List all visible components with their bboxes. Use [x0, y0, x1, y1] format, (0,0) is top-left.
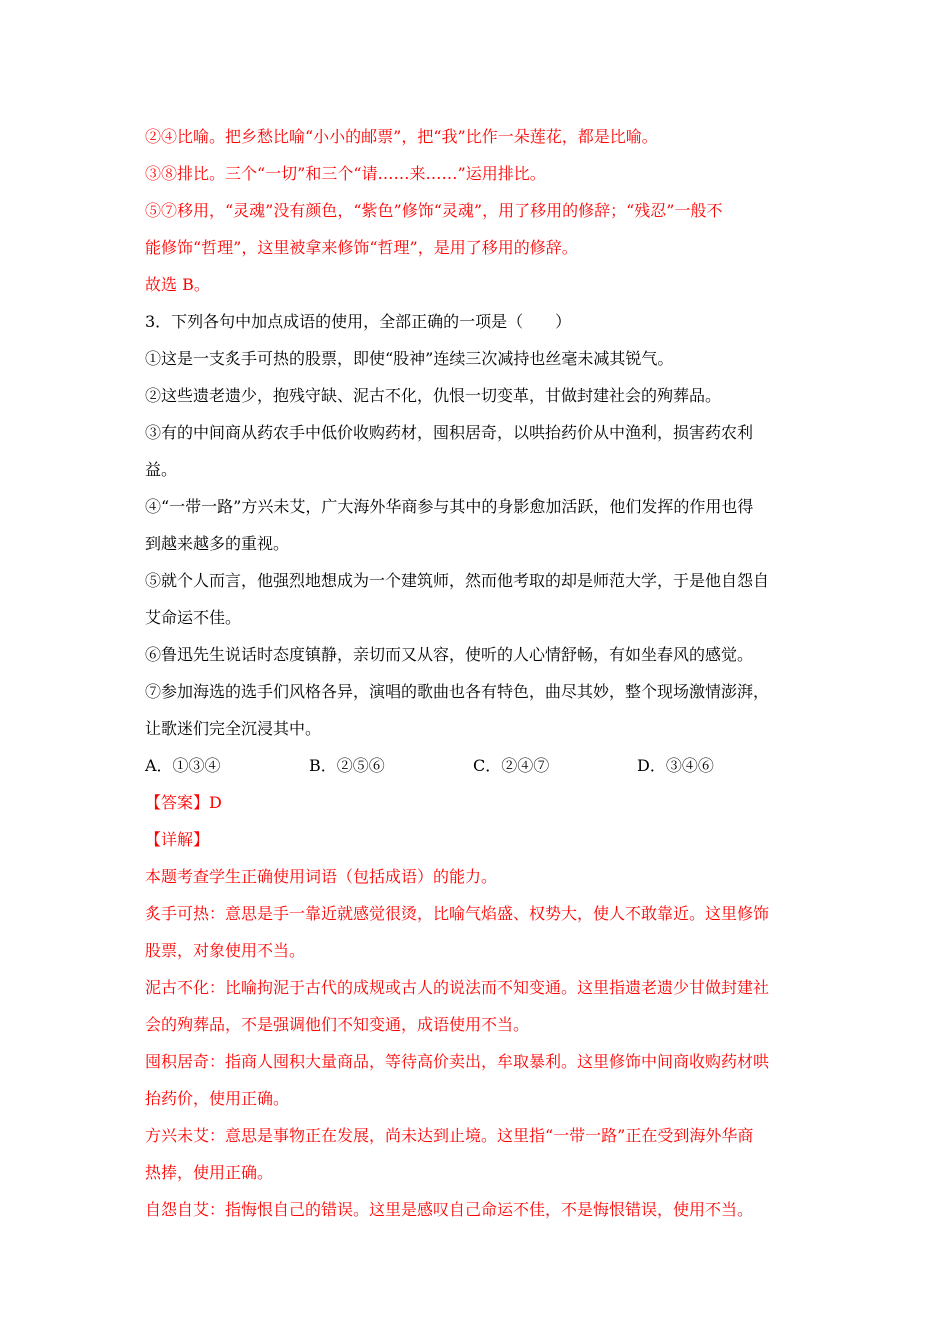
explanation-line: ②④比喻。把乡愁比喻“小小的邮票”，把“我”比作一朵莲花，都是比喻。: [145, 127, 658, 146]
detail-line: 泥古不化：比喻拘泥于古代的成规或古人的说法而不知变通。这里指遗老遗少甘做封建社: [145, 978, 770, 997]
answer-value: D: [209, 793, 222, 812]
explanation-line: 能修饰“哲理”，这里被拿来修饰“哲理”，是用了移用的修辞。: [145, 238, 578, 257]
explanation-line: ⑤⑦移用，“灵魂”没有颜色，“紫色”修饰“灵魂”，用了移用的修辞；“残忍”一般不: [145, 201, 723, 220]
detail-line: 自怨自艾：指悔恨自己的错误。这里是感叹自己命运不佳，不是悔恨错误，使用不当。: [145, 1200, 754, 1219]
option-c: C．②④⑦: [473, 756, 550, 775]
question-sentence: ③有的中间商从药农手中低价收购药材，囤积居奇，以哄抬药价从中渔利，损害药农利: [145, 423, 754, 442]
detail-line: 本题考查学生正确使用词语（包括成语）的能力。: [145, 867, 498, 886]
question-sentence: ④“一带一路”方兴未艾，广大海外华商参与其中的身影愈加活跃，他们发挥的作用也得: [145, 497, 754, 516]
answer-line: [145, 784, 813, 821]
option-b: B．②⑤⑥: [309, 756, 385, 775]
detail-tag: 【详解】: [145, 830, 210, 849]
detail-explanation: [145, 858, 813, 1228]
document-body: [145, 118, 813, 1228]
question-sentence: ⑦参加海选的选手们风格各异，演唱的歌曲也各有特色，曲尽其妙，整个现场激情澎湃，: [145, 682, 770, 701]
question-sentence: 到越来越多的重视。: [145, 534, 290, 553]
detail-line: 会的殉葬品，不是强调他们不知变通，成语使用不当。: [145, 1015, 530, 1034]
detail-line: 炙手可热：意思是手一靠近就感觉很烫，比喻气焰盛、权势大，使人不敢靠近。这里修饰: [145, 904, 770, 923]
detail-line: 热捧，使用正确。: [145, 1163, 274, 1182]
answer-tag: 【答案】: [145, 793, 210, 812]
question-sentence: 益。: [145, 460, 178, 479]
explanation-line: ③⑧排比。三个“一切”和三个“请……来……”运用排比。: [145, 164, 546, 183]
question-sentence: ⑤就个人而言，他强烈地想成为一个建筑师，然而他考取的却是师范大学，于是他自怨自: [145, 571, 770, 590]
detail-line: 囤积居奇：指商人囤积大量商品，等待高价卖出，牟取暴利。这里修饰中间商收购药材哄: [145, 1052, 770, 1071]
detail-line: 抬药价，使用正确。: [145, 1089, 290, 1108]
question-3: [145, 303, 813, 784]
question-sentence: ①这是一支炙手可热的股票，即使“股神”连续三次减持也丝毫未减其锐气。: [145, 349, 674, 368]
detail-line: 方兴未艾：意思是事物正在发展，尚未达到止境。这里指“一带一路”正在受到海外华商: [145, 1126, 754, 1145]
previous-explanation: [145, 118, 813, 303]
option-a: A．①③④: [145, 756, 221, 775]
detail-line: 股票，对象使用不当。: [145, 941, 306, 960]
question-sentence: ⑥鲁迅先生说话时态度镇静，亲切而又从容，使听的人心情舒畅，有如坐春风的感觉。: [145, 645, 754, 664]
question-sentence: ②这些遗老遗少，抱残守缺、泥古不化，仇恨一切变革，甘做封建社会的殉葬品。: [145, 386, 722, 405]
answer-options: [145, 747, 813, 784]
question-sentence: 艾命运不佳。: [145, 608, 242, 627]
question-stem: 3．下列各句中加点成语的使用，全部正确的一项是（ ）: [145, 312, 572, 331]
explanation-conclusion: 故选 B。: [145, 275, 210, 294]
option-d: D．③④⑥: [637, 756, 714, 775]
question-sentence: 让歌迷们完全沉浸其中。: [145, 719, 322, 738]
